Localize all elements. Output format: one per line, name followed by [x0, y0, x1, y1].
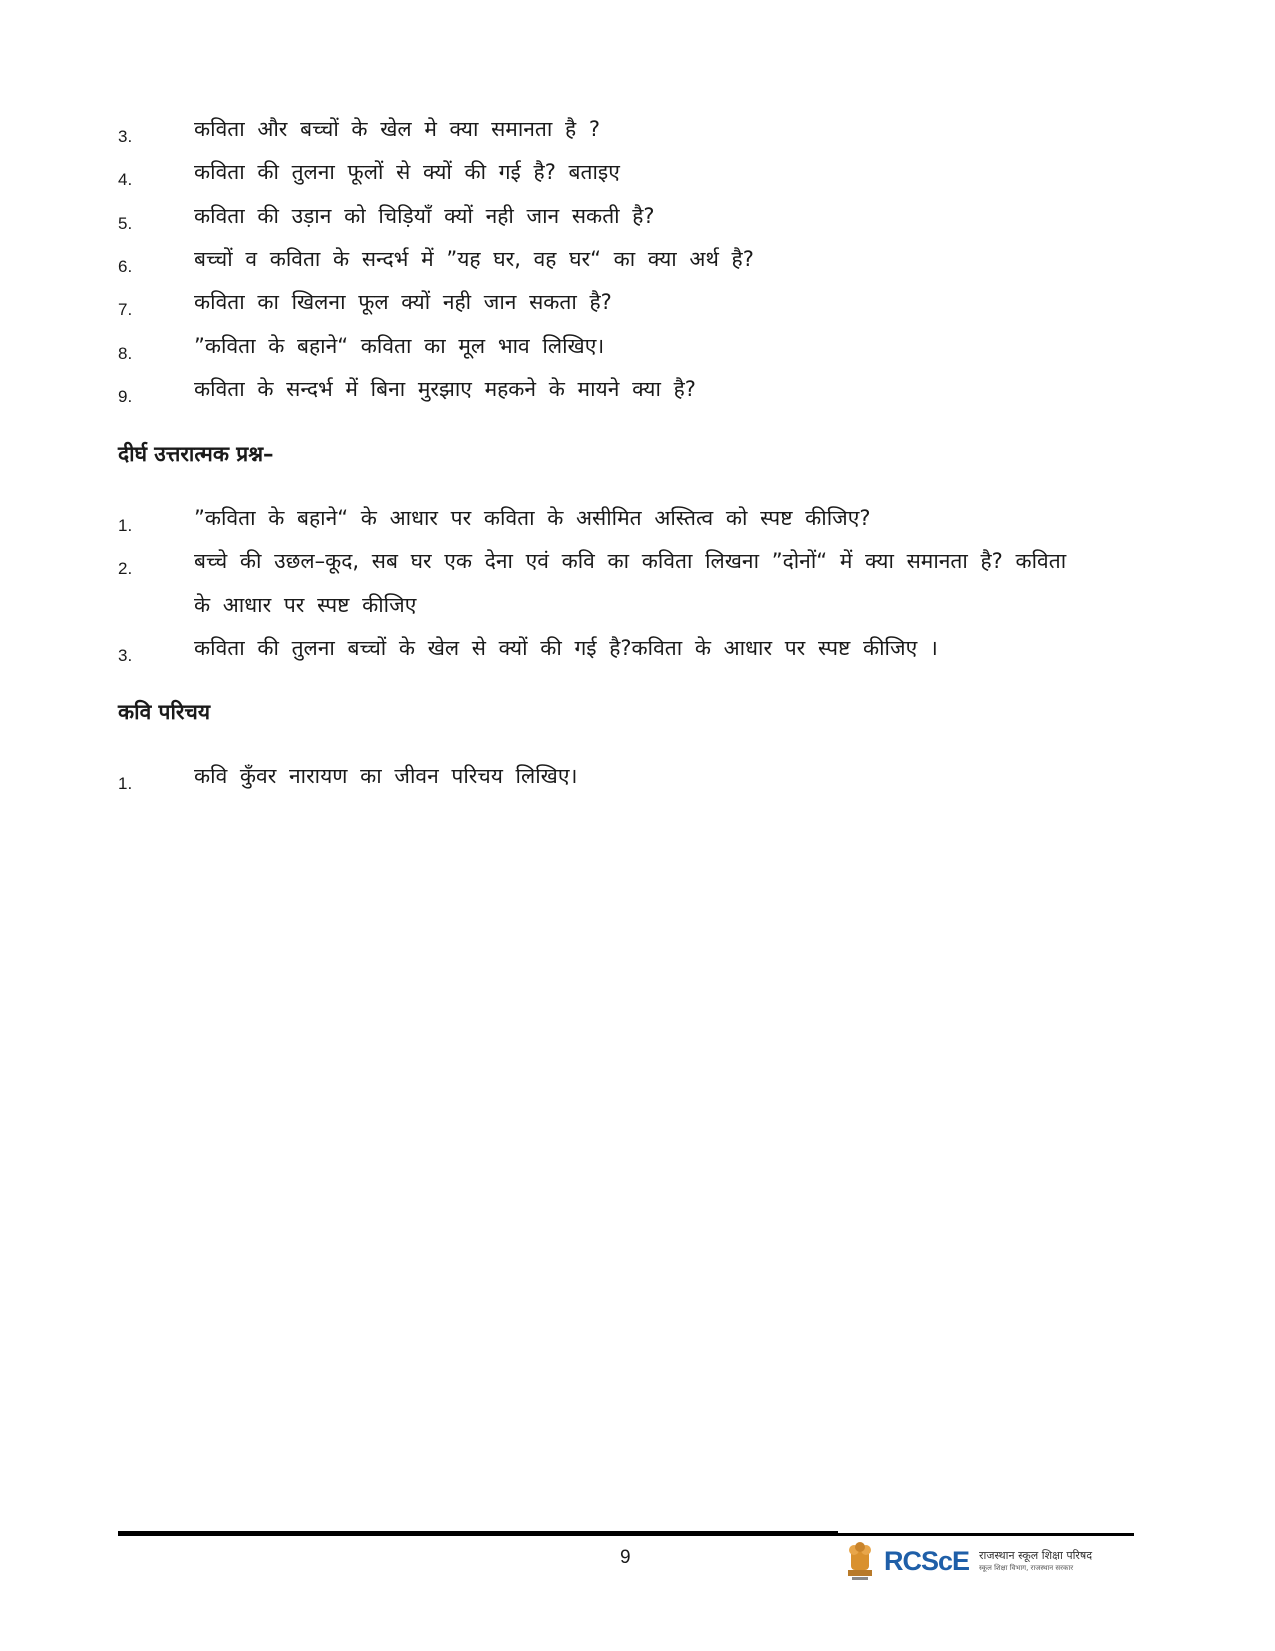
question-item: [118, 762, 1155, 793]
question-number: 6.: [118, 257, 133, 276]
question-number: 3.: [118, 646, 133, 665]
question-number: 2.: [118, 559, 133, 578]
question-item: [118, 245, 1155, 276]
question-number: 3.: [118, 127, 133, 146]
logo-wordmark: RCScE: [884, 1545, 970, 1576]
question-text: बच्चे की उछल–कूद, सब घर एक देना एवं कवि का कविता लिखना ”दोनों“ में क्या समानता है? कविता: [194, 549, 1067, 573]
section-heading-long-answer: दीर्घ उत्तरात्मक प्रश्न–: [118, 442, 274, 466]
question-item: [118, 547, 1155, 619]
question-text: बच्चों व कविता के सन्दर्भ में ”यह घर, वह घर“ का क्या अर्थ है?: [194, 247, 754, 271]
question-text: कविता की उड़ान को चिड़ियाँ क्यों नही जान सकती है?: [194, 204, 655, 228]
question-text: कविता के सन्दर्भ में बिना मुरझाए महकने के मायने क्या है?: [194, 377, 696, 401]
question-item: [118, 158, 1155, 189]
question-number: 1.: [118, 774, 133, 793]
question-number: 5.: [118, 214, 133, 233]
question-text: कवि कुँवर नारायण का जीवन परिचय लिखिए।: [194, 764, 578, 788]
question-number: 7.: [118, 300, 133, 319]
question-item: [118, 115, 1155, 146]
question-text: ”कविता के बहाने“ के आधार पर कविता के असीमित अस्तित्व को स्पष्ट कीजिए?: [194, 506, 871, 530]
question-text: कविता और बच्चों के खेल मे क्या समानता है ?: [194, 117, 600, 141]
question-text: कविता की तुलना फूलों से क्यों की गई है? बताइए: [194, 160, 620, 184]
question-text-continuation: के आधार पर स्पष्ट कीजिए: [194, 593, 417, 617]
logo-subtitle: [979, 1549, 1092, 1573]
rcsce-logo: [842, 1540, 1134, 1582]
question-item: [118, 332, 1155, 363]
question-number: 9.: [118, 387, 133, 406]
question-item: [118, 375, 1155, 406]
question-text: कविता का खिलना फूल क्यों नही जान सकता है?: [194, 290, 612, 314]
question-item: [118, 288, 1155, 319]
question-item: [118, 202, 1155, 233]
page-number: 9: [620, 1547, 631, 1568]
question-item: [118, 634, 1155, 665]
question-text: ”कविता के बहाने“ कविता का मूल भाव लिखिए।: [194, 334, 605, 358]
section-heading-poet-intro: कवि परिचय: [118, 700, 211, 724]
logo-line-1: राजस्थान स्कूल शिक्षा परिषद: [979, 1549, 1093, 1562]
question-number: 8.: [118, 344, 133, 363]
question-item: [118, 504, 1155, 535]
national-emblem-icon: [842, 1540, 878, 1582]
footer-rule-thick: [118, 1531, 838, 1536]
question-number: 1.: [118, 516, 133, 535]
question-text: कविता की तुलना बच्चों के खेल से क्यों की गई है?कविता के आधार पर स्पष्ट कीजिए ।: [194, 636, 938, 660]
question-number: 4.: [118, 170, 133, 189]
logo-line-2: स्कूल शिक्षा विभाग, राजस्थान सरकार: [979, 1564, 1074, 1572]
